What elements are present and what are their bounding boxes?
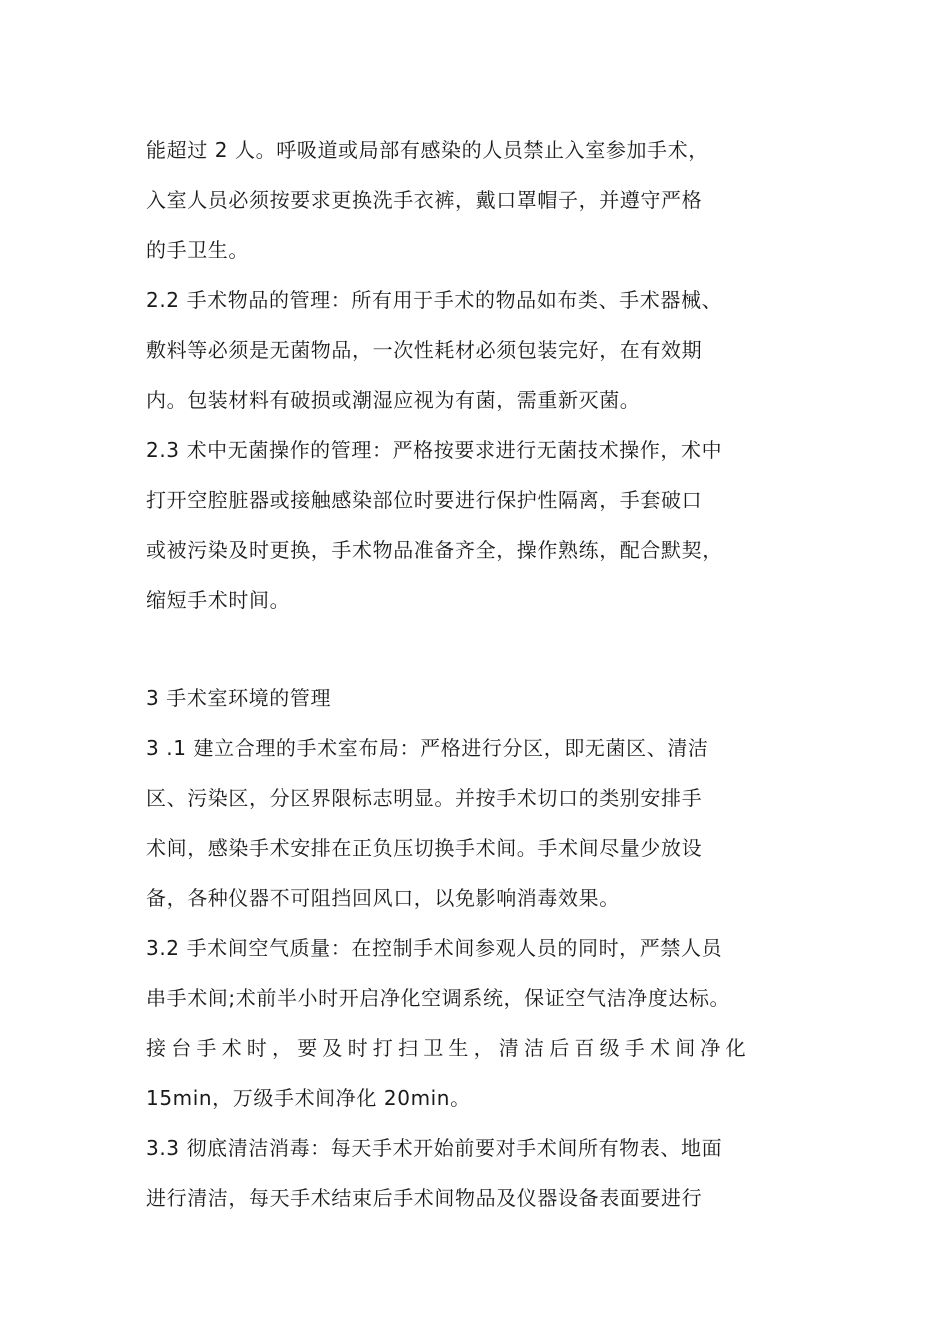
text-line: 打开空腔脏器或接触感染部位时要进行保护性隔离，手套破口 — [146, 488, 703, 512]
text-line: 敷料等必须是无菌物品，一次性耗材必须包装完好，在有效期 — [146, 338, 703, 362]
text-line: 缩短手术时间。 — [146, 588, 291, 612]
text-line: 入室人员必须按要求更换洗手衣裤，戴口罩帽子，并遵守严格 — [146, 188, 703, 212]
section-3-title: 3 手术室环境的管理 — [146, 686, 332, 710]
text-line: 接台手术时，要及时打扫卫生，清洁后百级手术间净化 — [146, 1036, 751, 1060]
text-line: 15min，万级手术间净化 20min。 — [146, 1086, 471, 1110]
text-line: 术间，感染手术安排在正负压切换手术间。手术间尽量少放设 — [146, 836, 703, 860]
section-2-3-heading-line: 2.3 术中无菌操作的管理：严格按要求进行无菌技术操作，术中 — [146, 438, 723, 462]
text-line: 能超过 2 人。呼吸道或局部有感染的人员禁止入室参加手术， — [146, 138, 709, 162]
section-3-2-heading-line: 3.2 手术间空气质量：在控制手术间参观人员的同时，严禁人员 — [146, 936, 723, 960]
section-3-3-heading-line: 3.3 彻底清洁消毒：每天手术开始前要对手术间所有物表、地面 — [146, 1136, 723, 1160]
text-line: 的手卫生。 — [146, 238, 249, 262]
section-2-2-heading-line: 2.2 手术物品的管理：所有用于手术的物品如布类、手术器械、 — [146, 288, 723, 312]
text-line: 或被污染及时更换，手术物品准备齐全，操作熟练，配合默契， — [146, 538, 723, 562]
text-line: 串手术间;术前半小时开启净化空调系统，保证空气洁净度达标。 — [146, 986, 731, 1010]
text-line: 区、污染区，分区界限标志明显。并按手术切口的类别安排手 — [146, 786, 703, 810]
section-3-1-heading-line: 3 .1 建立合理的手术室布局：严格进行分区，即无菌区、清洁 — [146, 736, 709, 760]
text-line: 进行清洁，每天手术结束后手术间物品及仪器设备表面要进行 — [146, 1186, 703, 1210]
text-line: 备，各种仪器不可阻挡回风口，以免影响消毒效果。 — [146, 886, 620, 910]
text-line: 内。包装材料有破损或潮湿应视为有菌，需重新灭菌。 — [146, 388, 641, 412]
